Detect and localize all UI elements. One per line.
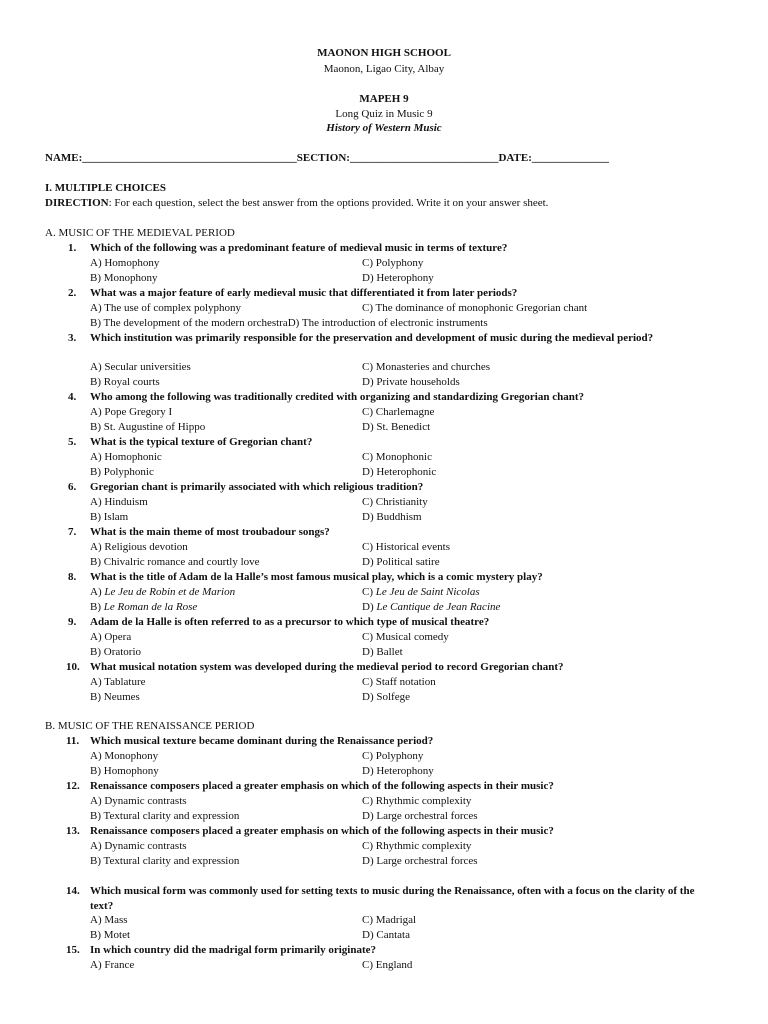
question-text: What is the main theme of most troubadour songs? xyxy=(90,526,330,538)
option-d: D) St. Benedict xyxy=(362,421,431,433)
option-a: A) Opera xyxy=(90,631,132,643)
option-a: A) Tablature xyxy=(90,676,146,688)
info-line xyxy=(45,151,609,165)
subject-title: MAPEH 9 xyxy=(359,93,409,105)
school-address: Maonon, Ligao City, Albay xyxy=(323,63,445,75)
option-b: B) Motet xyxy=(90,929,131,941)
option-d: D) Heterophonic xyxy=(362,466,437,478)
direction-text: : For each question, select the best answer from the options provided. Write it on your answer sheet. xyxy=(108,197,549,209)
option-a: A) Le Jeu de Robin et de Marion xyxy=(90,586,236,598)
option-a: A) Religious devotion xyxy=(90,541,188,553)
question-number: 7. xyxy=(68,526,77,538)
option-b: B) The development of the modern orchestraD) The introduction of electronic instruments xyxy=(90,317,488,329)
question-number: 13. xyxy=(66,825,80,837)
question-text: In which country did the madrigal form primarily originate? xyxy=(90,944,376,956)
option-d: D) Heterophony xyxy=(362,272,434,284)
section-label: SECTION: xyxy=(296,152,350,164)
option-b: B) Le Roman de la Rose xyxy=(90,601,198,613)
option-b: B) Textural clarity and expression xyxy=(90,810,240,822)
school-name: MAONON HIGH SCHOOL xyxy=(317,47,451,59)
option-a: A) Secular universities xyxy=(90,361,191,373)
question-text: What is the title of Adam de la Halle’s most famous musical play, which is a comic mystery play? xyxy=(90,571,543,583)
date-label: DATE: xyxy=(498,152,532,164)
question-number: 6. xyxy=(68,481,77,493)
option-b: B) Textural clarity and expression xyxy=(90,855,240,867)
option-b: B) Monophony xyxy=(90,272,158,284)
option-b: B) Royal courts xyxy=(90,376,160,388)
option-a: A) Pope Gregory I xyxy=(90,406,173,418)
question-number: 11. xyxy=(66,735,80,747)
option-d: D) Cantata xyxy=(362,929,410,941)
question-number: 3. xyxy=(68,332,77,344)
question-number: 1. xyxy=(68,242,77,254)
question-number: 5. xyxy=(68,436,77,448)
option-c: C) Christianity xyxy=(362,496,428,508)
question-text: Renaissance composers placed a greater emphasis on which of the following aspects in their music? xyxy=(90,780,554,792)
option-a: A) Homophonic xyxy=(90,451,162,463)
option-c: C) Musical comedy xyxy=(362,631,449,643)
question-number: 4. xyxy=(68,391,77,403)
question-text: Gregorian chant is primarily associated with which religious tradition? xyxy=(90,481,424,493)
question-text: Which musical texture became dominant during the Renaissance period? xyxy=(90,735,434,747)
section-blank: ___________________________ xyxy=(349,152,499,164)
option-b: B) Polyphonic xyxy=(90,466,154,478)
option-a: A) Homophony xyxy=(90,257,160,269)
question-number: 9. xyxy=(68,616,77,628)
option-c: C) Staff notation xyxy=(362,676,436,688)
date-blank: ______________ xyxy=(531,152,609,164)
section-title-renaissance: B. MUSIC OF THE RENAISSANCE PERIOD xyxy=(45,720,255,732)
option-c: C) Madrigal xyxy=(362,914,417,926)
option-c: C) Rhythmic complexity xyxy=(362,840,472,852)
option-b: B) Islam xyxy=(90,511,129,523)
question-text: Which musical form was commonly used for setting texts to music during the Renaissance, often with a focus on the clarity of the text? xyxy=(90,885,695,912)
option-a: A) Dynamic contrasts xyxy=(90,795,187,807)
option-a: A) Monophony xyxy=(90,750,159,762)
name-blank: _______________________________________ xyxy=(82,152,297,164)
option-d: D) Buddhism xyxy=(362,511,422,523)
option-c: C) England xyxy=(362,959,413,971)
option-a: A) Mass xyxy=(90,914,128,926)
question-text: What was a major feature of early medieval music that differentiated it from later periods? xyxy=(90,287,518,299)
question-text: Adam de la Halle is often referred to as a precursor to which type of musical theatre? xyxy=(90,616,490,628)
section-title-medieval: A. MUSIC OF THE MEDIEVAL PERIOD xyxy=(45,227,235,239)
option-b: B) Chivalric romance and courtly love xyxy=(90,556,260,568)
option-b: B) Oratorio xyxy=(90,646,142,658)
option-c: C) Monophonic xyxy=(362,451,432,463)
question-number: 2. xyxy=(68,287,77,299)
quiz-title: Long Quiz in Music 9 xyxy=(335,108,433,120)
question-text: Renaissance composers placed a greater emphasis on which of the following aspects in their music? xyxy=(90,825,554,837)
question-number: 14. xyxy=(66,885,80,897)
option-d: D) Private households xyxy=(362,376,460,388)
option-c: C) Polyphony xyxy=(362,257,424,269)
option-b: B) St. Augustine of Hippo xyxy=(90,421,206,433)
question-number: 8. xyxy=(68,571,77,583)
name-label: NAME: xyxy=(45,152,83,164)
part-title: I. MULTIPLE CHOICES xyxy=(45,182,166,194)
question-text: Who among the following was traditionally credited with organizing and standardizing Gregorian chant? xyxy=(90,391,585,403)
option-a: A) The use of complex polyphony xyxy=(90,302,242,314)
option-c: C) Historical events xyxy=(362,541,450,553)
question-number: 15. xyxy=(66,944,80,956)
option-c: C) Charlemagne xyxy=(362,406,435,418)
option-d: D) Solfege xyxy=(362,691,410,703)
question-number: 12. xyxy=(66,780,80,792)
direction-label: DIRECTION xyxy=(45,197,109,209)
quiz-topic: History of Western Music xyxy=(326,122,442,134)
question-number: 10. xyxy=(66,661,80,673)
option-d: D) Ballet xyxy=(362,646,403,658)
option-a: A) France xyxy=(90,959,135,971)
option-c: C) Rhythmic complexity xyxy=(362,795,472,807)
option-d: D) Political satire xyxy=(362,556,440,568)
question-text: What is the typical texture of Gregorian chant? xyxy=(90,436,313,448)
option-c: C) The dominance of monophonic Gregorian chant xyxy=(362,302,588,314)
option-a: A) Hinduism xyxy=(90,496,148,508)
option-b: B) Homophony xyxy=(90,765,159,777)
option-a: A) Dynamic contrasts xyxy=(90,840,187,852)
direction xyxy=(45,196,548,210)
option-c: C) Polyphony xyxy=(362,750,424,762)
question-text: Which of the following was a predominant feature of medieval music in terms of texture? xyxy=(90,242,508,254)
option-b: B) Neumes xyxy=(90,691,140,703)
option-d: D) Heterophony xyxy=(362,765,434,777)
option-d: D) Le Cantique de Jean Racine xyxy=(362,601,501,613)
question-text: Which institution was primarily responsible for the preservation and development of music during the medieval period? xyxy=(90,332,654,344)
option-c: C) Monasteries and churches xyxy=(362,361,490,373)
option-d: D) Large orchestral forces xyxy=(362,810,478,822)
option-d: D) Large orchestral forces xyxy=(362,855,478,867)
question-text: What musical notation system was developed during the medieval period to record Gregorian chant? xyxy=(90,661,564,673)
option-c: C) Le Jeu de Saint Nicolas xyxy=(362,586,480,598)
